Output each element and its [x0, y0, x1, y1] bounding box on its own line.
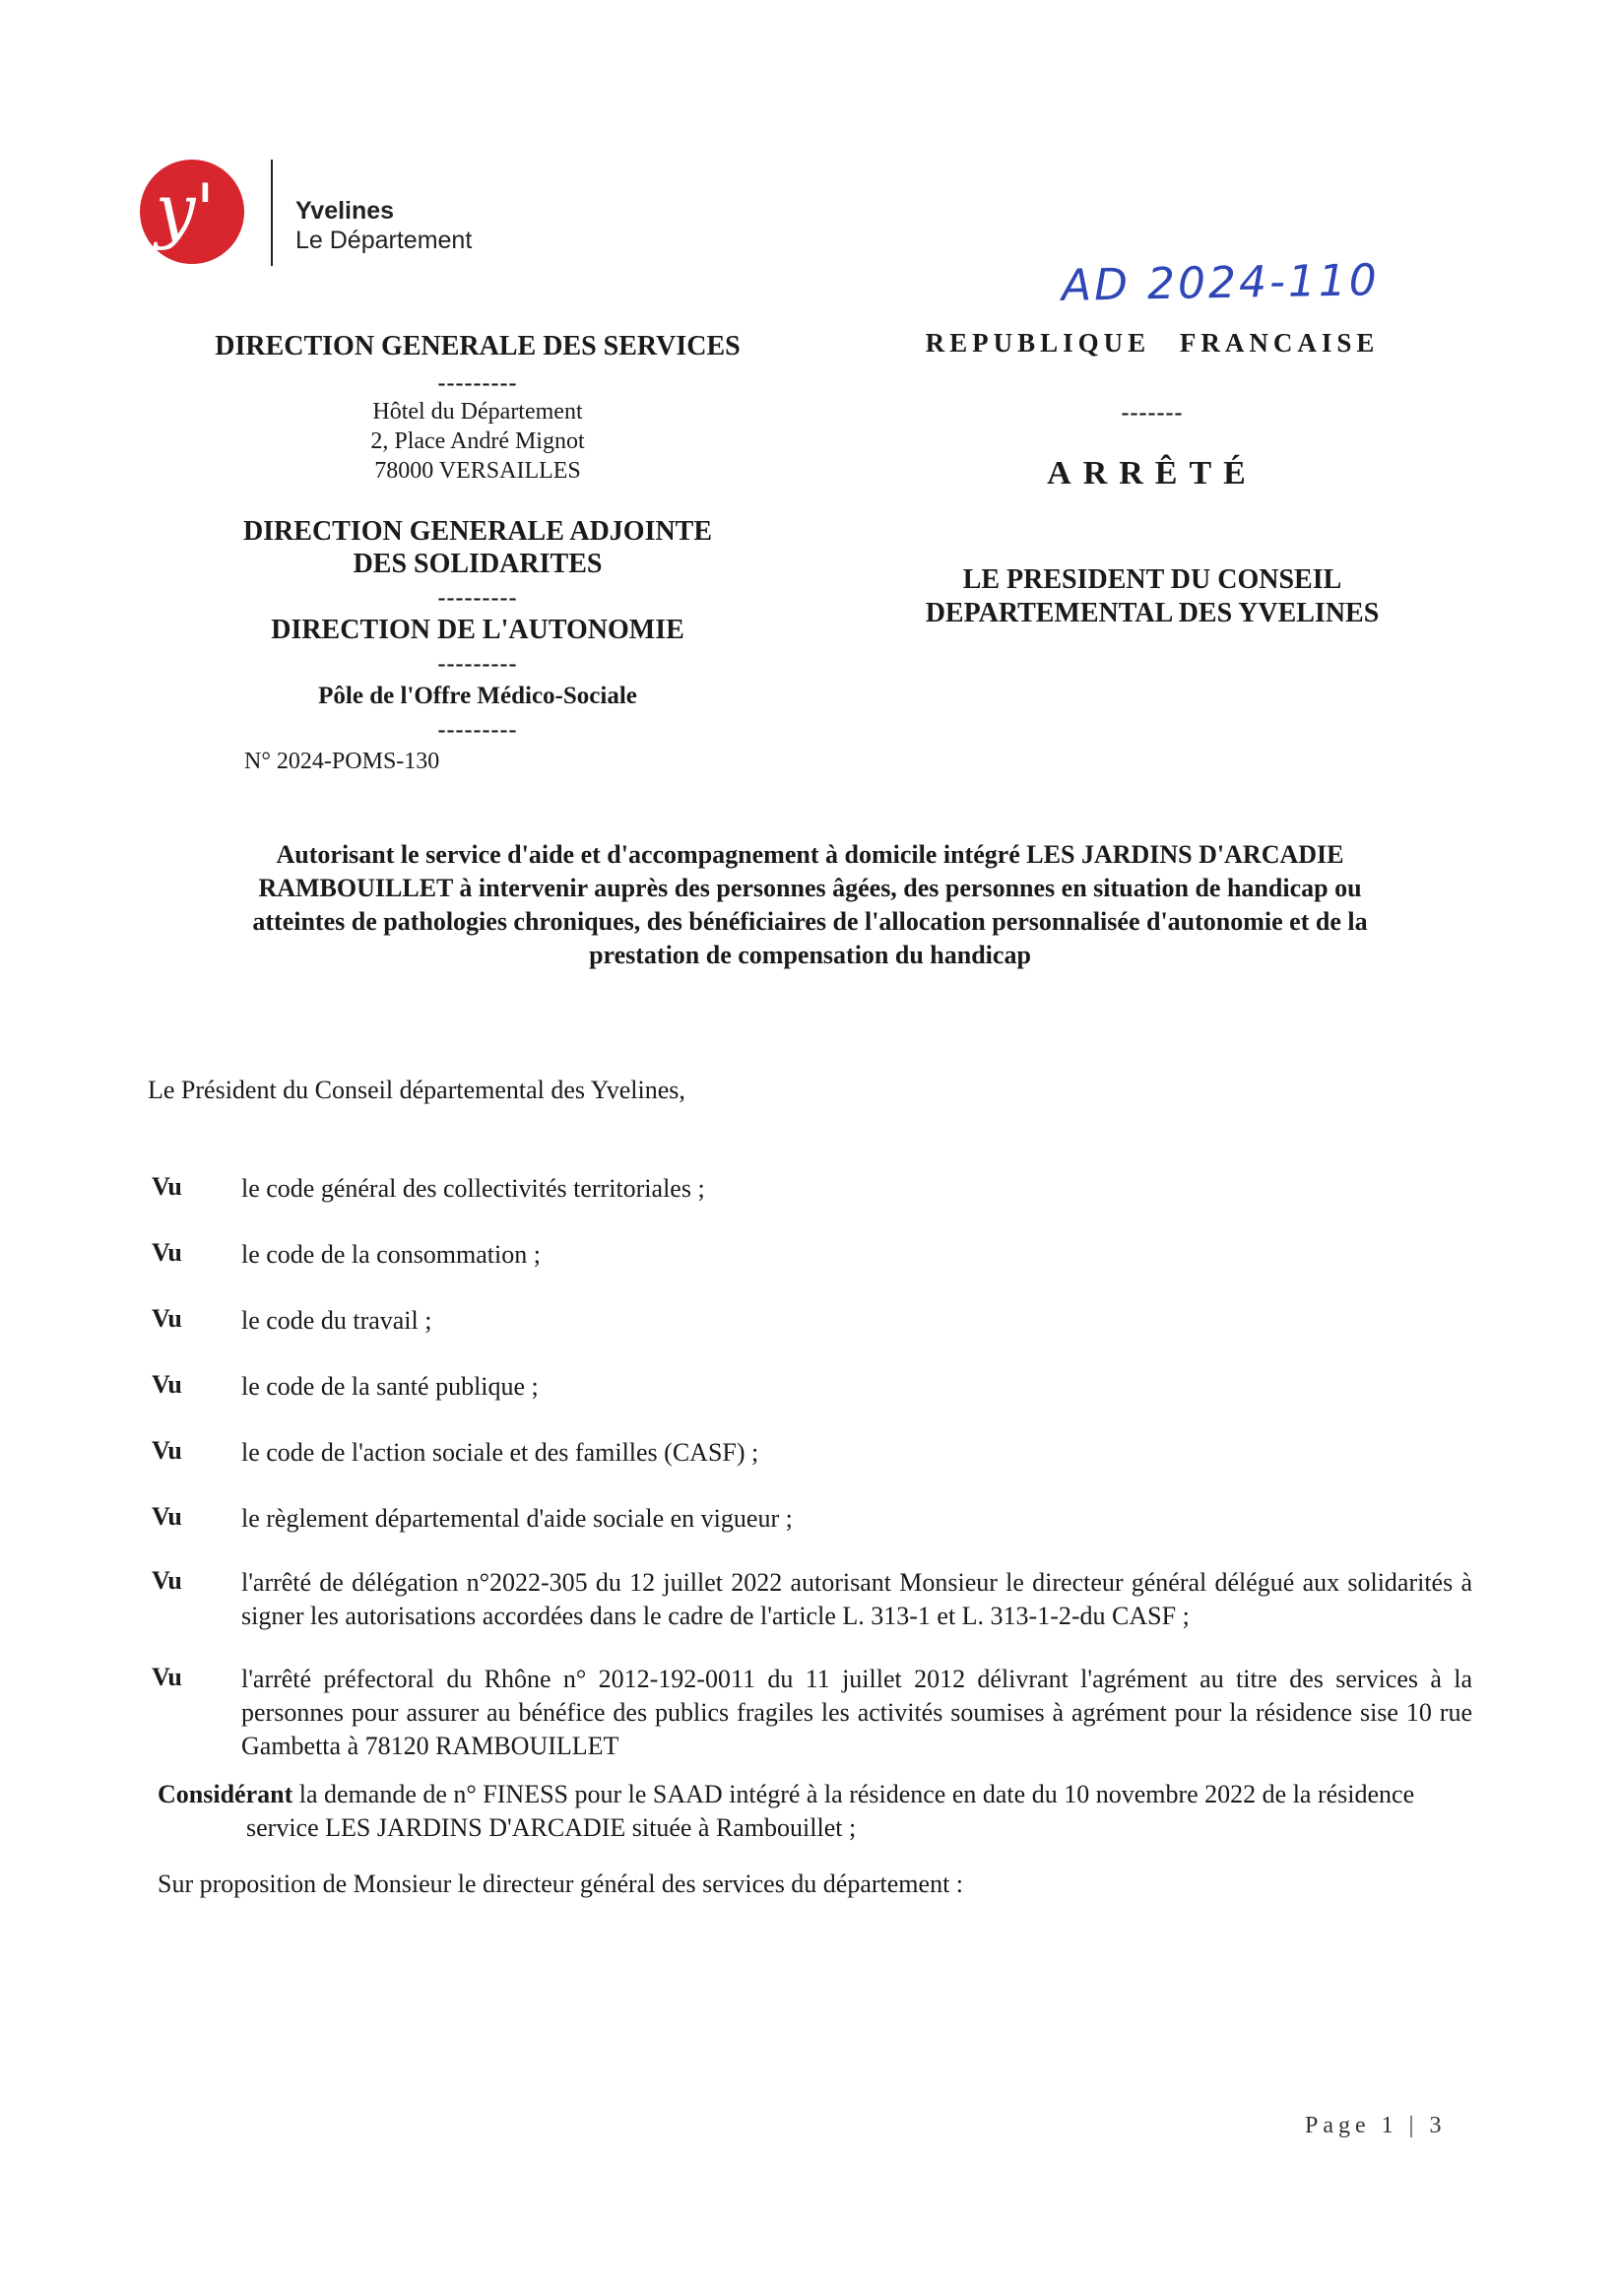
arrete-title: ARRÊTÉ [1047, 455, 1258, 492]
divider-dashes: --------- [437, 585, 518, 611]
vu-text: le code général des collectivités territoriales ; [241, 1174, 705, 1203]
subject-line: atteintes de pathologies chroniques, des bénéficiaires de l'allocation personnalisée d'autonomie et de la [252, 907, 1368, 936]
subject-line: Autorisant le service d'aide et d'accompagnement à domicile intégré LES JARDINS D'ARCADIE [276, 840, 1344, 869]
divider-dashes: --------- [437, 651, 518, 677]
considerant-text-line-1: la demande de n° FINESS pour le SAAD intégré à la résidence en date du 10 novembre 2022 de la résidence [298, 1780, 1415, 1808]
arrete-number: N° 2024-POMS-130 [244, 749, 440, 774]
dgas-heading-line-1: DIRECTION GENERALE ADJOINTE [242, 516, 713, 547]
logo-mark-text: y' [155, 168, 216, 251]
divider-dashes: --------- [437, 370, 518, 396]
autonomie-heading: DIRECTION DE L'AUTONOMIE [271, 615, 684, 645]
vu-text: l'arrêté préfectoral du Rhône n° 2012-192-0011 du 11 juillet 2012 délivrant l'agrément au titre des services à la personnes pour assurer au bénéfice des publics fragiles les activités soumises à agrément pour la résidence sise 10 rue Gambetta à 78120 RAMBOUILLET [241, 1665, 1472, 1760]
vu-label: Vu [152, 1238, 182, 1267]
address-line-3: 78000 VERSAILLES [374, 458, 581, 484]
proposition-line: Sur proposition de Monsieur le directeur général des services du département : [158, 1870, 964, 1898]
divider-dashes: ------- [1121, 400, 1184, 426]
vu-text: le code de l'action sociale et des familles (CASF) ; [241, 1438, 759, 1467]
page-number: Page 1 | 3 [1305, 2113, 1447, 2138]
divider-dashes: --------- [437, 717, 518, 743]
vu-label: Vu [152, 1436, 182, 1465]
vu-label: Vu [152, 1304, 182, 1333]
dgs-heading: DIRECTION GENERALE DES SERVICES [215, 331, 741, 361]
address-line-2: 2, Place André Mignot [370, 428, 585, 454]
pole-heading: Pôle de l'Offre Médico-Sociale [318, 683, 637, 709]
yvelines-logo-icon [138, 158, 246, 266]
arrete-subject [148, 838, 1472, 972]
dgas-heading-line-2: DES SOLIDARITES [353, 549, 603, 579]
subject-line: prestation de compensation du handicap [589, 941, 1031, 969]
logo-divider [271, 160, 273, 266]
president-title-line-1: LE PRESIDENT DU CONSEIL [962, 564, 1342, 595]
vu-text: le code de la santé publique ; [241, 1372, 539, 1401]
vu-label: Vu [152, 1566, 182, 1595]
president-intro: Le Président du Conseil départemental des Yvelines, [148, 1076, 685, 1104]
handwritten-reference: AD 2024-110 [1061, 255, 1381, 311]
considerant-paragraph [158, 1778, 1472, 1845]
vu-label: Vu [152, 1370, 182, 1399]
vu-text: l'arrêté de délégation n°2022-305 du 12 juillet 2022 autorisant Monsieur le directeur général délégué aux solidarités à signer les autorisations accordées dans le cadre de l'article L. 313-1 et L. 313-1-2-du CASF ; [241, 1568, 1472, 1630]
subject-line: RAMBOUILLET à intervenir auprès des personnes âgées, des personnes en situation de handicap ou [258, 874, 1362, 902]
logo-brand: Yvelines [295, 197, 395, 225]
vu-label: Vu [152, 1663, 182, 1691]
address-line-1: Hôtel du Département [372, 399, 583, 425]
vu-text: le règlement départemental d'aide sociale en vigueur ; [241, 1504, 793, 1533]
considerant-text-line-2: service LES JARDINS D'ARCADIE située à Rambouillet ; [246, 1813, 857, 1842]
vu-text: le code de la consommation ; [241, 1240, 541, 1269]
vu-label: Vu [152, 1502, 182, 1531]
president-title [876, 563, 1428, 630]
considerant-label: Considérant [158, 1780, 293, 1808]
logo-subtitle: Le Département [295, 227, 473, 254]
republique-heading: REPUBLIQUE FRANCAISE [925, 328, 1380, 358]
vu-label: Vu [152, 1172, 182, 1201]
vu-text: le code du travail ; [241, 1306, 432, 1335]
president-title-line-2: DEPARTEMENTAL DES YVELINES [925, 598, 1380, 628]
